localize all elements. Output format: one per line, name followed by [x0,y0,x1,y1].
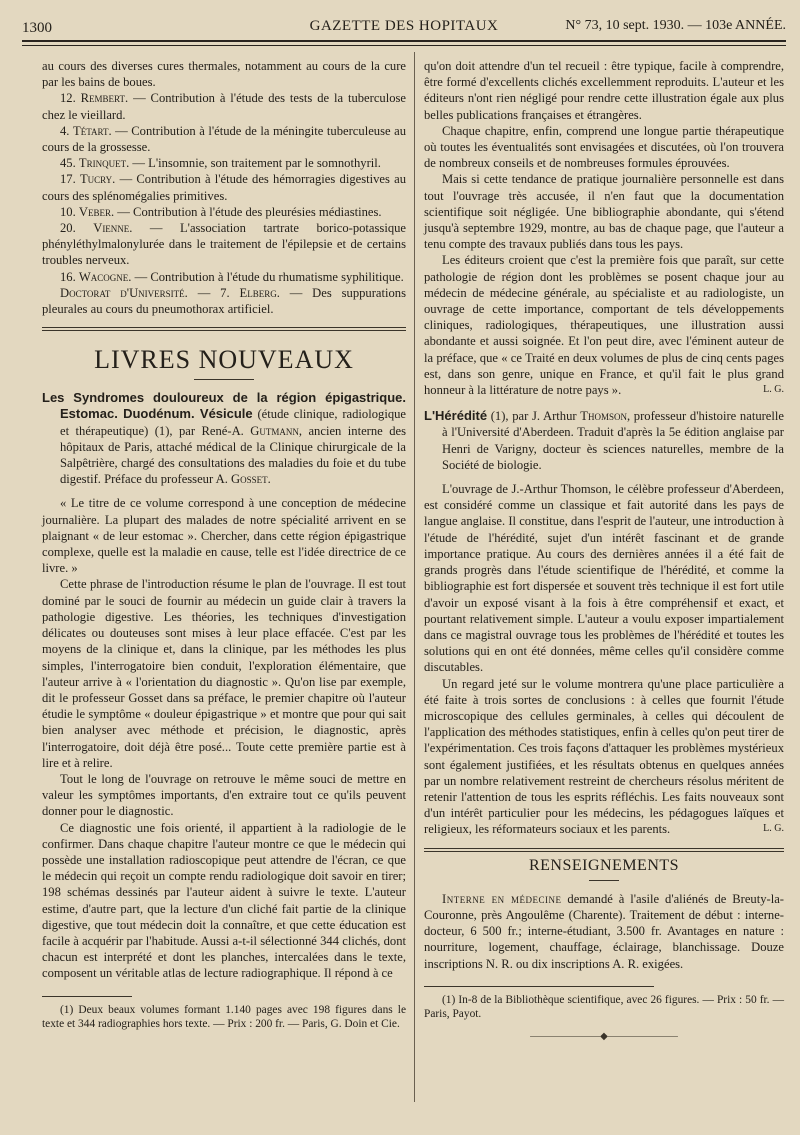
title-underline [194,379,254,380]
review-paragraph: qu'on doit attendre d'un tel recueil : être typique, facile à comprendre, être formé d'excellents clichés excellemment reproduits. L'auteur et les éditeurs n'ont rien négligé pour rendre cette illustration égale aux plus belles publications françaises et étrangères. [424,59,784,122]
title-underline [589,880,619,881]
book-entry-2: L'Hérédité (1), par J. Arthur Thomson, professeur d'histoire naturelle à l'Université d'Aberdeen. Traduit d'après la 5e édition anglaise par Henri de Varigny, docteur ès sciences naturelles, membre de la Société de biologie. [424,408,784,472]
thesis-item: 45. Trinquet. — L'insomnie, son traitement par le somnothyril. [60,156,381,171]
thesis-item: 17. Tucry. — Contribution à l'étude des hémorragies digestives au cours des splénomégalies primitives. [42,172,406,203]
issue-info: N° 73, 10 sept. 1930. — 103e ANNÉE. [565,18,786,33]
book-entry-1: Les Syndromes douloureux de la région épigastrique. Estomac. Duodénum. Vésicule (étude clinique, radiologique et thérapeutique) (1), par René-A. Gutmann, ancien interne des hôpitaux de Paris, attaché médical de la Clinique chirurgicale de la Salpêtrière, chargé des consultations des maladies du foie et du tube digestif. Préface du professeur A. Gosset. [42,390,406,487]
signature: L. G. [763,823,784,835]
thesis-item: 20. Vienne. — L'association tartrate borico-potassique phényléthylmalonylurée dans le traitement de l'épilepsie et de certains troubles nerveux. [42,221,407,268]
review-paragraph: Cette phrase de l'introduction résume le plan de l'ouvrage. Il est tout dominé par le souci de fournir au médecin un guide clair à travers la pathologie digestive. Les théories, les techniques d'investigation délicates ou douteuses sont mises à leur place effacée. C'est par les moyens de la clinique et, dans la clinique, par les méthodes les plus simples, l'interrogatoire bien conduit, l'exploration élémentaire, que l'auteur arrive à « l'orientation du diagnostic ». Qu'on lise par exemple, dit le professeur Gosset dans sa préface, le premier chapitre où l'auteur étudie le symptôme « douleur épigastrique » et montre que pour qui sait bien analyser avec méthode et précision, le diagnostic, après l'interrogatoire, doit déjà être posé... Toute cette première partie est à lire et à relire. [42,577,406,770]
footnote: (1) Deux beaux volumes formant 1.140 pages avec 198 figures dans le texte et 344 radiographies hors texte. — Prix : 200 fr. — Paris, G. Doin et Cie. [42,1003,406,1030]
doctorat-item: Doctorat d'Université. — 7. Elberg. — Des suppurations pleurales au cours du pneumothorax artificiel. [42,285,407,317]
section-rule [42,327,406,331]
book-title: Les Syndromes douloureux de la région épigastrique. Estomac. Duodénum. Vésicule [42,390,406,422]
footnote: (1) In-8 de la Bibliothèque scientifique, avec 26 figures. — Prix : 50 fr. — Paris, Payot. [424,993,784,1020]
thesis-item: 16. Wacogne. — Contribution à l'étude du rhumatisme syphilitique. [60,269,404,284]
page-number: 1300 [22,20,52,36]
thesis-item: 4. Tétart. — Contribution à l'étude de la méningite tuberculeuse au cours de la grossesse. [42,123,407,155]
header-rule [22,40,786,42]
review-paragraph: Ce diagnostic une fois orienté, il appartient à la radiologie de le confirmer. Dans chaque chapitre l'auteur montre ce que le médecin qui possède une installation radioscopique peut attendre de l'écran, ce que le médecin qui reçoit un compte rendu radiologique doit savoir en tirer; 198 schémas dessinés par l'auteur aident à suivre le texte. L'auteur estime, d'autre part, que la lecture d'un cliché fait partie de la clinique digestive, que tout médecin doit la connaître, et que cette éducation est facile à acquérir par l'habitude. Aussi a-t-il sélectionné 344 clichés, dont chacun est interprété et dont les planches, intercalées dans le texte, composent un véritable atlas de lecture radiographique. Il répond à ce [42,820,406,981]
header-rule-thin [22,45,786,46]
end-ornament: ———————◆——————— [530,1030,678,1042]
page-header [22,14,786,40]
section-rule [424,848,784,852]
thesis-item: 12. Rembert. — Contribution à l'étude des tests de la tuberculose chez le vieillard. [42,91,406,122]
book-title: L'Hérédité [424,408,488,424]
footnote-rule [42,996,132,997]
review-paragraph: « Le titre de ce volume correspond à une conception de médecine journalière. La plupart des malades de notre spécialité arrivent en se plaignant « de leur estomac ». Chercher, dans cette région épigastrique complexe, quelle est la maladie en cause, telle est l'idée directrice de ce livre. » [42,496,406,576]
review-paragraph: Mais si cette tendance de pratique journalière personnelle est dans tout l'ouvrage très accusée, il n'en faut que la documentation scientifique soit négligée. Une bibliographie abondante, qui s'étend jusqu'à septembre 1929, montre, au bas de chaque page, que l'auteur a tenu compte des travaux publiés dans tous les pays. [424,172,784,252]
journal-title: GAZETTE DES HOPITAUX [309,18,499,34]
signature: L. G. [763,384,784,396]
left-column [42,58,406,1031]
footnote-rule [424,986,654,987]
section-title: RENSEIGNEMENTS [528,856,680,874]
notice-paragraph: Interne en médecine demandé à l'asile d'aliénés de Breuty-la-Couronne, près Angoulême (Charente). Traitement de début : interne-docteur, 6 500 fr.; interne-étudiant, 3.500 fr. Avantages en nature : nourriture, logement, chauffage, éclairage, blanchissage. Douze inscriptions N. R. ou dix inscriptions A. R. exigées. [424,891,784,971]
right-column [424,58,784,1045]
review-paragraph: Les éditeurs croient que c'est la première fois que paraît, sur cette pathologie de région dont les problèmes se posent chaque jour au médecin de médecine générale, au spécialiste et au radiologiste, un ouvrage de cette importance, comportant de tels développements cliniques, radiologiques, thérapeutiques, une illustration aussi abondante et aussi soignée. Et l'on peut dire, avec l'éminent auteur de la préface, que « ce Traité en deux volumes de plus de cinq cents pages est, dans son genre, unique en France, et qu'il fait le plus grand honneur à la littérature de notre pays ». L. G. [424,253,784,398]
review-paragraph: L'ouvrage de J.-Arthur Thomson, le célèbre professeur d'Aberdeen, est considéré comme un classique et fait autorité dans les pays de langue anglaise. Il constitue, dans l'esprit de l'auteur, une introduction à l'étude de l'hérédité, sujet d'un intérêt fascinant et de grande importance pratique. Au cours des dernières années il a été fait de grands progrès dans l'étude scientifique de l'hérédité, et comme la bibliographie est fort dispersée et souvent très technique il est fort utile d'avoir un exposé visant à la fois à être compréhensif et exact, et pourtant relativement simple. L'auteur a voulu exposer impartialement dans ce magistral ouvrage tous les problèmes de l'hérédité et toutes les solutions qui en ont été données, même celles qu'il considère comme discutables. [424,482,784,675]
review-paragraph: Un regard jeté sur le volume montrera qu'une place particulière a été faite à trois sortes de conclusions : à celles que fournit l'étude microscopique des cellules germinales, à celles qui découlent de l'application des méthodes statistiques, enfin à celles qu'on peut tirer de l'expérimentation. Ces trois façons d'attaquer les problèmes mystérieux sont également justifiées, et les résultats obtenus en quelques années par un nombre relativement restreint de chercheurs résolus méritent de retenir l'attention de tous les esprits réfléchis. Les faits nouveaux sont d'un intérêt particulier pour les médecins, les pédagogues laïques et religieux, les réformateurs sociaux et les parents. L. G. [424,676,784,837]
thesis-item: 10. Veber. — Contribution à l'étude des pleurésies médiastines. [60,204,382,219]
review-paragraph: Tout le long de l'ouvrage on retrouve le même souci de mettre en valeur les symptômes importants, d'en extraire tout ce qu'ils peuvent donner pour le diagnostic. [42,771,406,819]
thesis-continuation: au cours des diverses cures thermales, notamment au cours de la cure par les bains de boues. [42,59,406,90]
review-paragraph: Chaque chapitre, enfin, comprend une longue partie thérapeutique où toutes les éventualités sont envisagées et discutées, où l'on trouvera de nombreux conseils et de nombreuses formules éprouvées. [424,123,784,171]
column-divider [414,52,415,1102]
section-title: LIVRES NOUVEAUX [94,345,354,375]
